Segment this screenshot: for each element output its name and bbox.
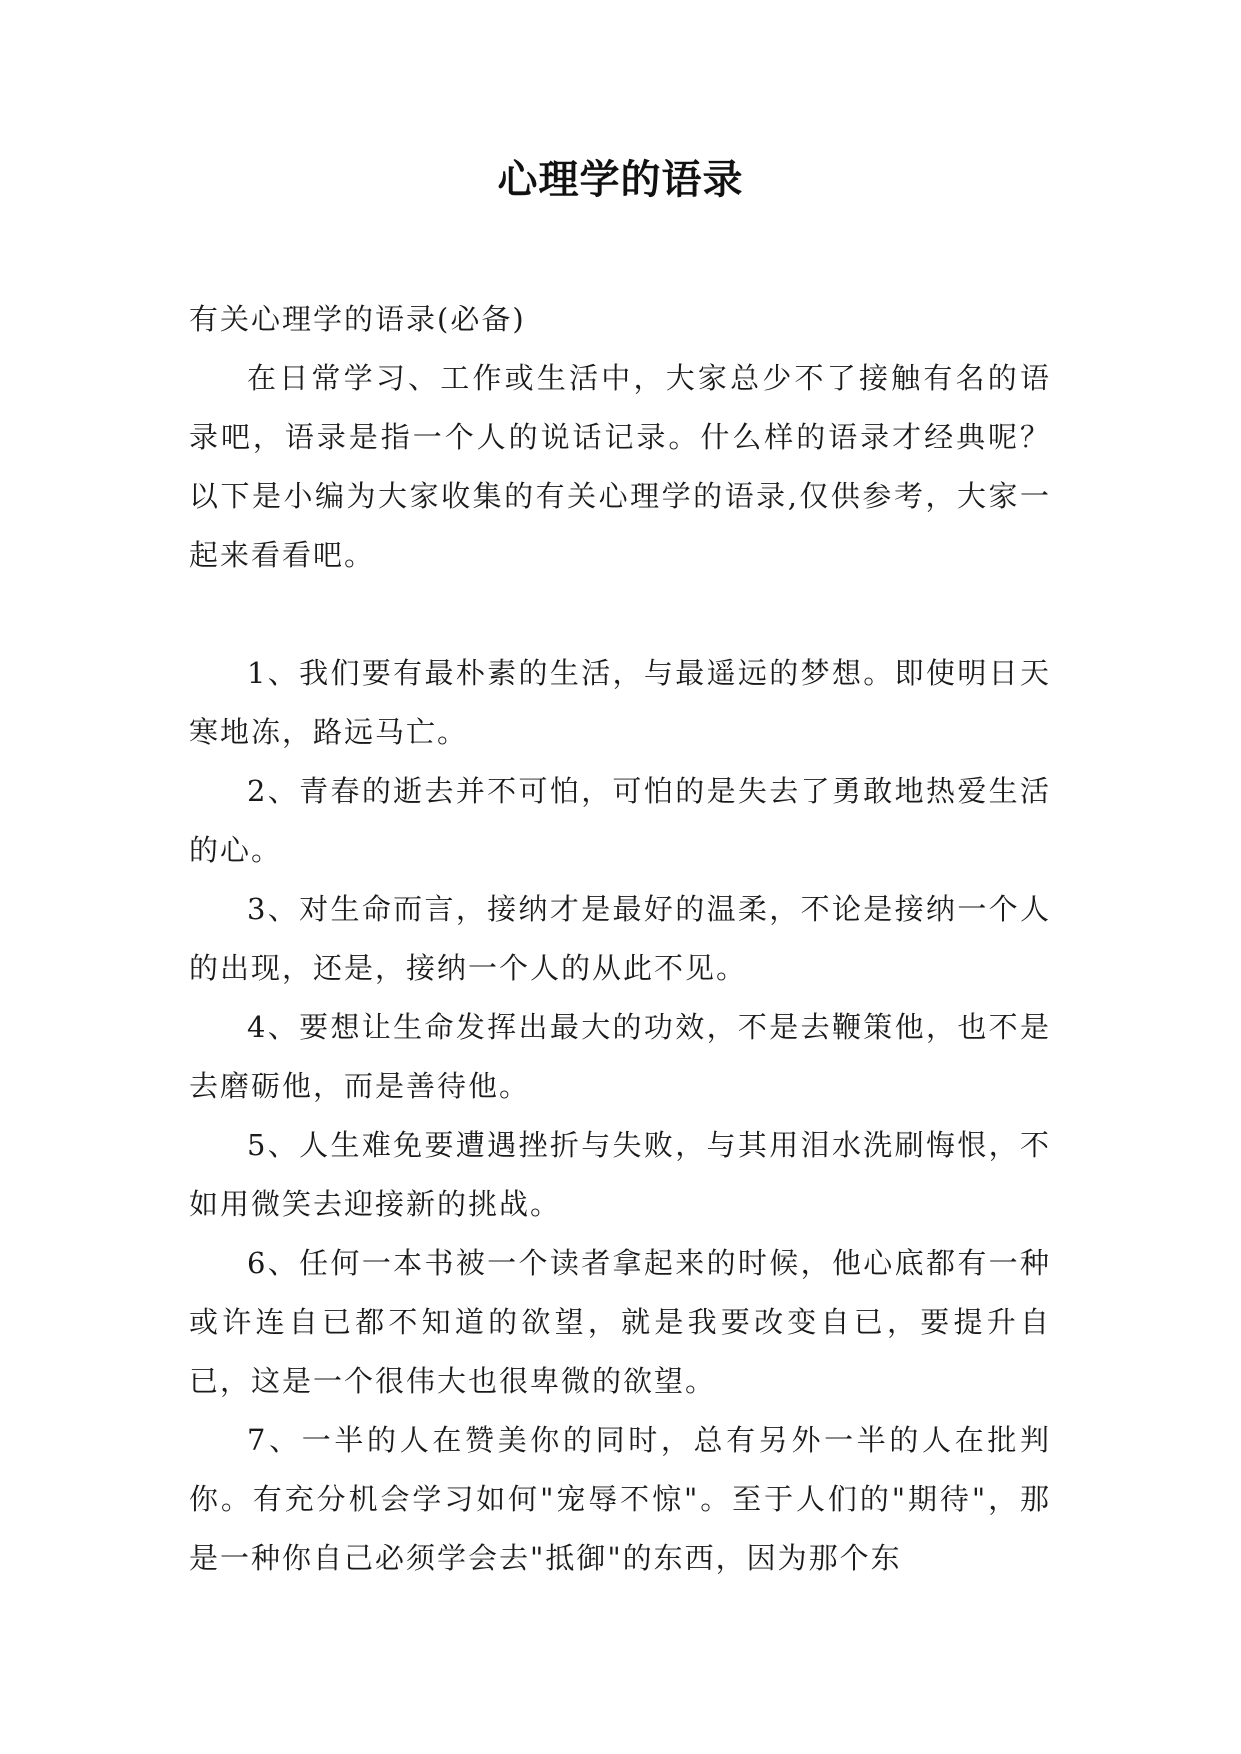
quote-paragraph: 6、任何一本书被一个读者拿起来的时候，他心底都有一种或许连自已都不知道的欲望，就是我要改变自已，要提升自已，这是一个很伟大也很卑微的欲望。 — [189, 1246, 1051, 1398]
quote-paragraph: 3、对生命而言，接纳才是最好的温柔，不论是接纳一个人的出现，还是，接纳一个人的从此不见。 — [189, 892, 1051, 985]
document-subtitle: 有关心理学的语录(必备) — [189, 302, 526, 336]
document-title: 心理学的语录 — [497, 157, 744, 203]
quote-paragraph: 4、要想让生命发挥出最大的功效，不是去鞭策他，也不是去磨砺他，而是善待他。 — [189, 1010, 1051, 1103]
quote-paragraph: 5、人生难免要遭遇挫折与失败，与其用泪水洗刷悔恨，不如用微笑去迎接新的挑战。 — [189, 1128, 1051, 1221]
quote-paragraph: 7、一半的人在赞美你的同时，总有另外一半的人在批判你。有充分机会学习如何"宠辱不惊"。至于人们的"期待"，那是一种你自己必须学会去"抵御"的东西，因为那个东 — [189, 1423, 1051, 1575]
intro-paragraph: 在日常学习、工作或生活中，大家总少不了接触有名的语录吧，语录是指一个人的说话记录。什么样的语录才经典呢？以下是小编为大家收集的有关心理学的语录,仅供参考，大家一起来看看吧。 — [189, 361, 1051, 572]
document-body — [189, 290, 1051, 1588]
quote-paragraph: 2、青春的逝去并不可怕，可怕的是失去了勇敢地热爱生活的心。 — [189, 774, 1051, 867]
paragraph-gap — [189, 585, 1051, 644]
quote-paragraph: 1、我们要有最朴素的生活，与最遥远的梦想。即使明日天寒地冻，路远马亡。 — [189, 656, 1051, 749]
